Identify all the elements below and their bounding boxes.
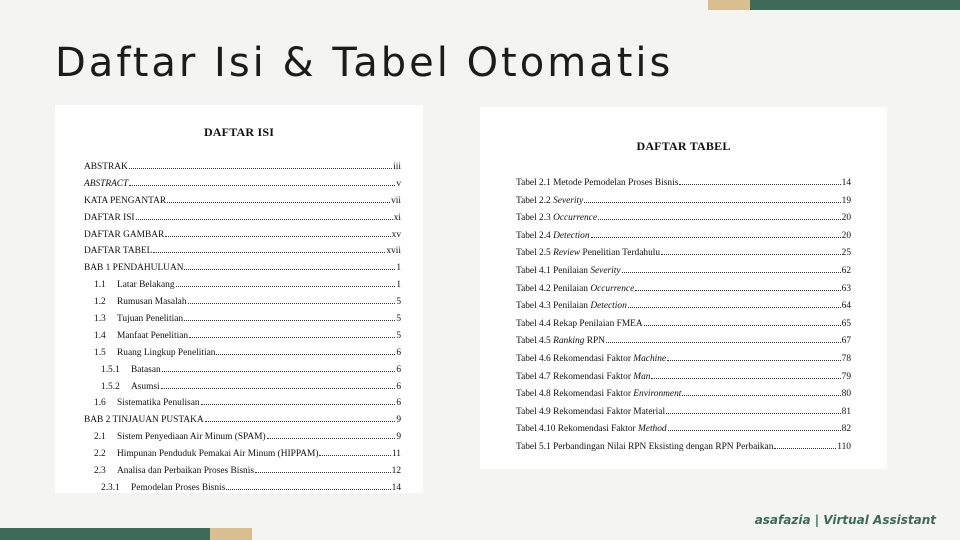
table-entry-title (516, 300, 627, 312)
brand-footer: asafazia | Virtual Assistant (754, 513, 936, 527)
toc-entry-number: 1.2 (94, 297, 106, 308)
table-entry-title-part: Tabel 2.3 (516, 213, 554, 224)
table-entry (516, 229, 851, 247)
table-entry (516, 282, 851, 300)
toc-entry-title: Manfaat Penelitian (117, 330, 189, 341)
toc-entry-page: 6 (396, 398, 401, 409)
dot-leader (184, 261, 395, 270)
dot-leader (682, 387, 840, 396)
table-entry-title (516, 406, 665, 418)
table-entry-title (516, 318, 643, 330)
toc-entry (84, 261, 401, 278)
dot-leader (598, 211, 841, 220)
tables-list (480, 176, 887, 458)
toc-entry-page: v (396, 178, 401, 189)
toc-entry-title: Sistematika Penulisan (117, 398, 200, 409)
toc-entry-page: 1 (396, 280, 401, 291)
toc-entry-title: Ruang Lingkup Penelitian (117, 347, 216, 358)
toc-entry-number: 2.3.1 (101, 482, 120, 493)
table-entry-title-italic: Severity (553, 195, 584, 206)
table-entry-title (516, 230, 590, 242)
table-entry-page: 78 (841, 353, 851, 364)
toc-entry (84, 177, 401, 194)
table-entry-title-italic: Environment (633, 389, 682, 400)
table-entry-title (516, 195, 583, 207)
tables-heading: DAFTAR TABEL (636, 139, 731, 153)
toc-entry-number: 1.5.1 (101, 364, 120, 375)
toc-entry-number: 1.4 (94, 330, 106, 341)
table-entry-title (516, 265, 621, 277)
table-entry-page: 25 (841, 248, 851, 259)
table-entry-page: 20 (841, 213, 851, 224)
table-entry-title-part: Tabel 2.5 (516, 248, 554, 259)
list-of-tables-page (480, 107, 887, 469)
table-entry-title-part: Tabel 4.9 Rekomendasi Faktor Material (516, 406, 666, 417)
table-entry (516, 211, 851, 229)
dot-leader (189, 329, 395, 338)
table-entry-title-italic: Severity (590, 265, 621, 276)
table-entry-page: 110 (837, 441, 851, 452)
table-entry (516, 387, 851, 405)
toc-entry (84, 160, 401, 177)
dot-leader (167, 194, 390, 203)
dot-leader (201, 396, 396, 405)
dot-leader (188, 295, 396, 304)
toc-entry (84, 363, 401, 380)
toc-entry-title: ABSTRAK (84, 162, 128, 172)
dot-leader (129, 177, 395, 186)
toc-heading: DAFTAR ISI (203, 125, 275, 139)
dot-leader (165, 228, 390, 237)
table-entry-title-part: Tabel 5.1 Perbandingan Nilai RPN Eksisting dengan RPN Perbaikan (516, 441, 774, 452)
dot-leader (136, 211, 393, 220)
toc-entry-page: xvii (386, 246, 401, 257)
toc-entry-title: Rumusan Masalah (117, 297, 187, 308)
toc-entry-page: 14 (391, 482, 401, 493)
table-entry-title (516, 177, 678, 189)
toc-entry (84, 244, 401, 261)
table-entry (516, 264, 851, 282)
table-entry (516, 422, 851, 440)
dot-leader (129, 160, 392, 169)
table-entry (516, 370, 851, 388)
table-entry-title-italic: Method (637, 424, 667, 435)
toc-entry-number: 1.3 (94, 314, 106, 325)
table-entry (516, 176, 851, 194)
table-entry-title-part: Tabel 4.1 Penilaian (516, 265, 591, 276)
toc-entry (84, 447, 401, 464)
table-entry-title-part: Penelitian Terdahulu (580, 248, 661, 259)
table-entry-title-part: Tabel 4.7 Rekomendasi Faktor (516, 371, 634, 382)
dot-leader (679, 176, 840, 185)
table-entry-title-part: Tabel 2.4 (516, 230, 554, 241)
bottom-green-accent-bar (0, 528, 210, 540)
toc-entry-title: Batasan (131, 364, 161, 375)
toc-entry-title: Latar Belakang (117, 280, 175, 291)
dot-leader (184, 312, 395, 321)
table-entry-page: 19 (841, 195, 851, 206)
toc-entry-number: 1.5.2 (101, 381, 120, 392)
table-entry-page: 82 (841, 424, 851, 435)
top-green-accent-bar (750, 0, 960, 10)
toc-entry (84, 380, 401, 397)
table-entry-title-italic: Detection (590, 301, 627, 312)
table-entry-page: 62 (841, 265, 851, 276)
table-entry-title (516, 353, 666, 365)
table-entry-title-part: Tabel 2.2 (516, 195, 554, 206)
toc-entry-page: 11 (391, 449, 401, 460)
toc-entry-number: 2.2 (94, 449, 106, 460)
toc-entry-title: BAB 2 TINJAUAN PUSTAKA (84, 415, 204, 426)
toc-entry (84, 396, 401, 413)
toc-entry-title: KATA PENGANTAR (84, 195, 167, 206)
table-entry (516, 405, 851, 423)
dot-leader (606, 334, 841, 343)
dot-leader (666, 405, 841, 414)
dot-leader (216, 346, 395, 355)
toc-entry (84, 278, 401, 295)
table-entry-title (516, 335, 605, 347)
toc-entry-page: 5 (396, 314, 401, 325)
table-entry-title-part: RPN (584, 336, 605, 347)
toc-entry-title: DAFTAR ISI (84, 212, 135, 223)
toc-entry-number: 1.5 (94, 347, 106, 358)
toc-entry-page: vii (391, 195, 401, 206)
table-entry-title-italic: Detection (553, 230, 590, 241)
dot-leader (628, 299, 841, 308)
table-entry-page: 65 (841, 318, 851, 329)
dot-leader (162, 363, 396, 372)
table-entry (516, 194, 851, 212)
dot-leader (161, 380, 396, 389)
dot-leader (255, 464, 391, 473)
table-entry-title (516, 247, 660, 259)
toc-entry-title: Pemodelan Proses Bisnis (131, 482, 226, 493)
table-entry-page: 14 (841, 178, 851, 188)
table-entry-title (516, 212, 597, 224)
table-entry (516, 352, 851, 370)
top-tan-accent-bar (708, 0, 750, 10)
dot-leader (584, 194, 840, 203)
table-entry-title-part: Tabel 4.10 Rekomendasi Faktor (516, 424, 638, 435)
toc-entry (84, 464, 401, 481)
table-entry-title-part: Tabel 4.8 Rekomendasi Faktor (516, 389, 634, 400)
toc-list (55, 160, 423, 498)
dot-leader (226, 481, 390, 490)
toc-entry (84, 413, 401, 430)
toc-entry-page: iii (393, 162, 401, 172)
table-entry-title-italic: Machine (633, 353, 667, 364)
toc-entry-title: BAB 1 PENDAHULUAN (84, 263, 184, 274)
dot-leader (153, 244, 385, 253)
table-entry-title-part: Tabel 4.6 Rekomendasi Faktor (516, 353, 634, 364)
table-entry-title (516, 283, 634, 295)
table-entry-page: 81 (841, 406, 851, 417)
toc-entry-title: Analisa dan Perbaikan Proses Bisnis (117, 466, 254, 477)
toc-entry-page: 1 (396, 263, 401, 274)
table-entry-title-part: Tabel 4.3 Penilaian (516, 301, 591, 312)
dot-leader (651, 370, 840, 379)
table-entry-title (516, 371, 650, 383)
toc-entry-title: Asumsi (131, 381, 160, 392)
table-entry-title-part: Tabel 4.4 Rekap Penilaian FMEA (516, 318, 643, 329)
table-entry-page: 20 (841, 230, 851, 241)
bottom-tan-accent-bar (210, 528, 252, 540)
dot-leader (668, 422, 841, 431)
table-entry-title-italic: Occurrence (590, 283, 635, 294)
toc-entry-title: Himpunan Penduduk Pemakai Air Minum (HIPPAM) (117, 449, 319, 460)
toc-entry-number: 1.6 (94, 398, 106, 409)
toc-entry (84, 329, 401, 346)
table-entry-title-italic: Man (633, 371, 651, 382)
table-entry-title-part: Tabel 4.2 Penilaian (516, 283, 591, 294)
table-entry-page: 64 (841, 301, 851, 312)
toc-entry-number: 1.1 (94, 280, 106, 291)
dot-leader (774, 440, 836, 449)
dot-leader (667, 352, 841, 361)
dot-leader (591, 229, 841, 238)
table-entry-title-part: Tabel 2.1 Metode Pemodelan Proses Bisnis (516, 178, 679, 188)
table-entry-title (516, 441, 773, 453)
toc-entry (84, 346, 401, 363)
table-entry (516, 246, 851, 264)
table-entry-title-italic: Ranking (553, 336, 585, 347)
toc-entry-number: 2.3 (94, 466, 106, 477)
toc-entry (84, 194, 401, 211)
table-entry-page: 80 (841, 389, 851, 400)
dot-leader (622, 264, 841, 273)
toc-entry-number: 2.1 (94, 432, 106, 443)
toc-entry-title: Sistem Penyediaan Air Minum (SPAM) (117, 432, 266, 443)
toc-entry-page: 12 (391, 466, 401, 477)
dot-leader (176, 278, 396, 287)
toc-entry-page: 5 (396, 297, 401, 308)
toc-entry-page: 9 (396, 432, 401, 443)
toc-entry-page: 6 (396, 347, 401, 358)
table-entry (516, 440, 851, 458)
table-entry-title (516, 423, 667, 435)
toc-entry-title (84, 178, 128, 190)
toc-entry-title-italic: ABSTRACT (84, 178, 129, 189)
toc-entry-page: 6 (396, 381, 401, 392)
table-entry-title (516, 388, 681, 400)
toc-entry-page: xv (391, 229, 401, 240)
toc-entry-page: 9 (396, 415, 401, 426)
table-entry-page: 63 (841, 283, 851, 294)
table-of-contents-page (55, 105, 423, 493)
slide-title: Daftar Isi & Tabel Otomatis (55, 40, 674, 86)
table-entry (516, 317, 851, 335)
dot-leader (267, 430, 396, 439)
toc-entry-page: 5 (396, 330, 401, 341)
toc-entry-title: DAFTAR GAMBAR (84, 229, 165, 240)
toc-entry (84, 228, 401, 245)
table-entry-title-italic: Occurrence (553, 213, 597, 224)
dot-leader (205, 413, 396, 422)
table-entry-page: 67 (841, 336, 851, 347)
toc-entry-title: DAFTAR TABEL (84, 246, 153, 257)
dot-leader (644, 317, 841, 326)
table-entry-title-part: Tabel 4.5 (516, 336, 554, 347)
toc-entry (84, 481, 401, 498)
table-entry-title-italic: Review (553, 248, 581, 259)
toc-entry-title: Tujuan Penelitian (117, 314, 184, 325)
dot-leader (319, 447, 390, 456)
toc-entry-page: 6 (396, 364, 401, 375)
table-entry (516, 334, 851, 352)
toc-entry-page: xi (393, 212, 401, 223)
toc-entry (84, 295, 401, 312)
dot-leader (635, 282, 840, 291)
toc-entry (84, 312, 401, 329)
toc-entry (84, 211, 401, 228)
table-entry (516, 299, 851, 317)
table-entry-page: 79 (841, 371, 851, 382)
toc-entry (84, 430, 401, 447)
dot-leader (661, 246, 841, 255)
